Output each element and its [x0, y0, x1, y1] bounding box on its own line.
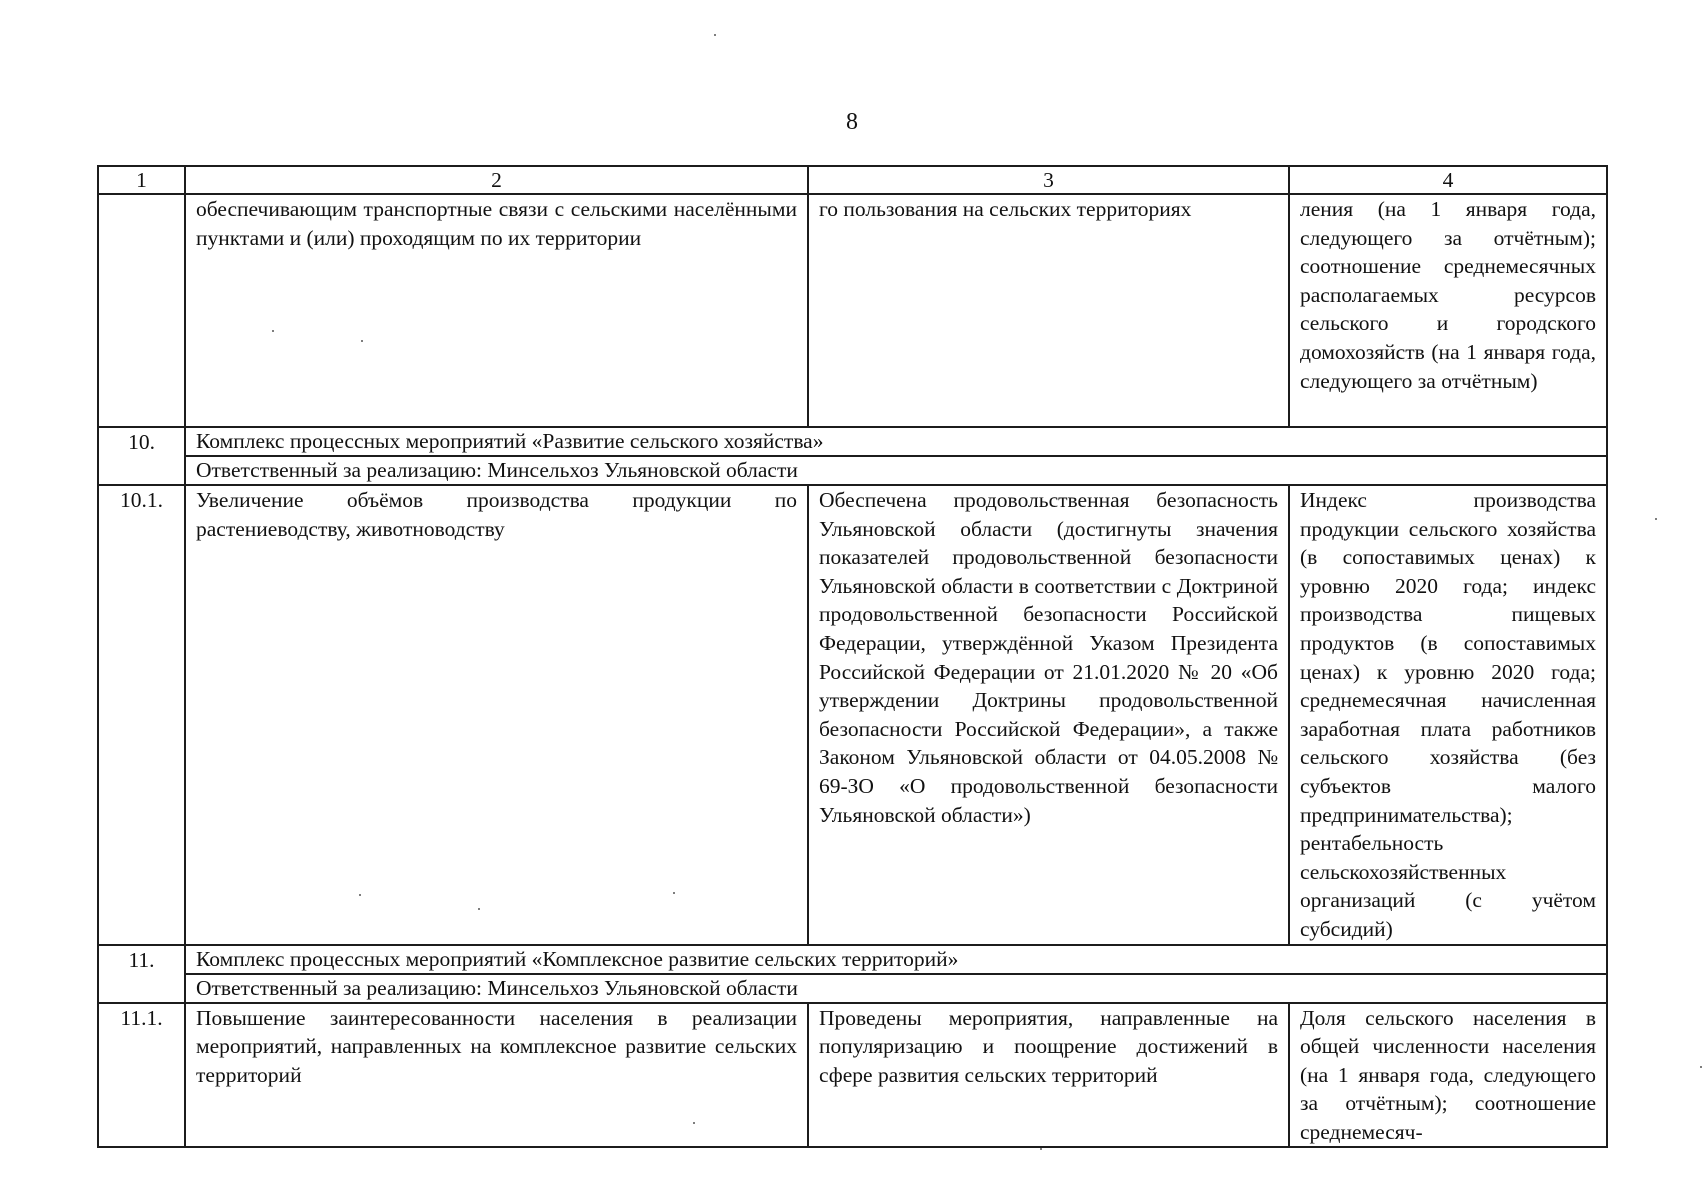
- section-11-row: [98, 945, 1607, 974]
- continuation-number: [98, 194, 185, 427]
- scan-speck: [359, 894, 361, 896]
- scan-speck: [361, 340, 363, 342]
- section-10-title: Комплекс процессных мероприятий «Развитие сельского хозяйства»: [185, 427, 1607, 456]
- row-10-1-col-4: Индекс производства продукции сельского хозяйства (в сопоставимых ценах) к уровню 2020 года; индекс производства пищевых продуктов (в сопоставимых ценах) к уровню 2020 года; среднемесячная начисленная заработная плата работников сельского хозяйства (без субъектов малого предпринимательства); рентабельность сельскохозяйственных организаций (с учётом субсидий): [1289, 485, 1607, 945]
- section-10-number: 10.: [98, 427, 185, 485]
- continuation-col-2: обеспечивающим транспортные связи с сельскими населёнными пунктами и (или) проходящим по их территории: [185, 194, 808, 427]
- header-col-4: 4: [1289, 166, 1607, 194]
- scan-speck: [714, 34, 716, 36]
- page-number: 8: [846, 109, 858, 135]
- scan-speck: [272, 330, 274, 332]
- scan-speck: [1700, 1066, 1702, 1068]
- continuation-row: [98, 194, 1607, 427]
- scan-speck: [478, 908, 480, 910]
- row-11-1-number: 11.1.: [98, 1003, 185, 1148]
- section-11-responsible: Ответственный за реализацию: Минсельхоз Ульяновской области: [185, 974, 1607, 1003]
- header-col-3: 3: [808, 166, 1289, 194]
- section-10-row: [98, 427, 1607, 456]
- section-10-responsible-row: [98, 456, 1607, 485]
- row-11-1: [98, 1003, 1607, 1148]
- table-header-row: [98, 166, 1607, 194]
- scan-speck: [1655, 518, 1657, 520]
- continuation-col-3: го пользования на сельских территориях: [808, 194, 1289, 427]
- continuation-col-4: ления (на 1 января года, следующего за отчётным); соотношение среднемесячных располагаемых ресурсов сельского и городского домохозяйств (на 1 января года, следующего за отчётным): [1289, 194, 1607, 427]
- section-10-responsible: Ответственный за реализацию: Минсельхоз Ульяновской области: [185, 456, 1607, 485]
- section-11-number: 11.: [98, 945, 185, 1003]
- row-10-1-number: 10.1.: [98, 485, 185, 945]
- row-11-1-col-2: Повышение заинтересованности населения в реализации мероприятий, направленных на комплексное развитие сельских территорий: [185, 1003, 808, 1148]
- section-11-title: Комплекс процессных мероприятий «Комплексное развитие сельских территорий»: [185, 945, 1607, 974]
- measures-table: [97, 165, 1608, 1148]
- scan-speck: [1040, 1148, 1042, 1150]
- row-10-1-col-3: Обеспечена продовольственная безопасность Ульяновской области (достигнуты значения показателей продовольственной безопасности Ульяновской области в соответствии с Доктриной продовольственной безопасности Российской Федерации, утверждённой Указом Президента Российской Федерации от 21.01.2020 № 20 «Об утверждении Доктрины продовольственной безопасности Российской Федерации», а также Законом Ульяновской области от 04.05.2008 № 69-ЗО «О продовольственной безопасности Ульяновской области»): [808, 485, 1289, 945]
- header-col-2: 2: [185, 166, 808, 194]
- row-11-1-col-4: Доля сельского населения в общей численности населения (на 1 января года, следующего за отчётным); соотношение среднемесяч-: [1289, 1003, 1607, 1148]
- row-11-1-col-3: Проведены мероприятия, направленные на популяризацию и поощрение достижений в сфере развития сельских территорий: [808, 1003, 1289, 1148]
- scan-speck: [673, 892, 675, 894]
- row-10-1: [98, 485, 1607, 945]
- row-10-1-col-2: Увеличение объёмов производства продукции по растениеводству, животноводству: [185, 485, 808, 945]
- section-11-responsible-row: [98, 974, 1607, 1003]
- scan-speck: [693, 1122, 695, 1124]
- header-col-1: 1: [98, 166, 185, 194]
